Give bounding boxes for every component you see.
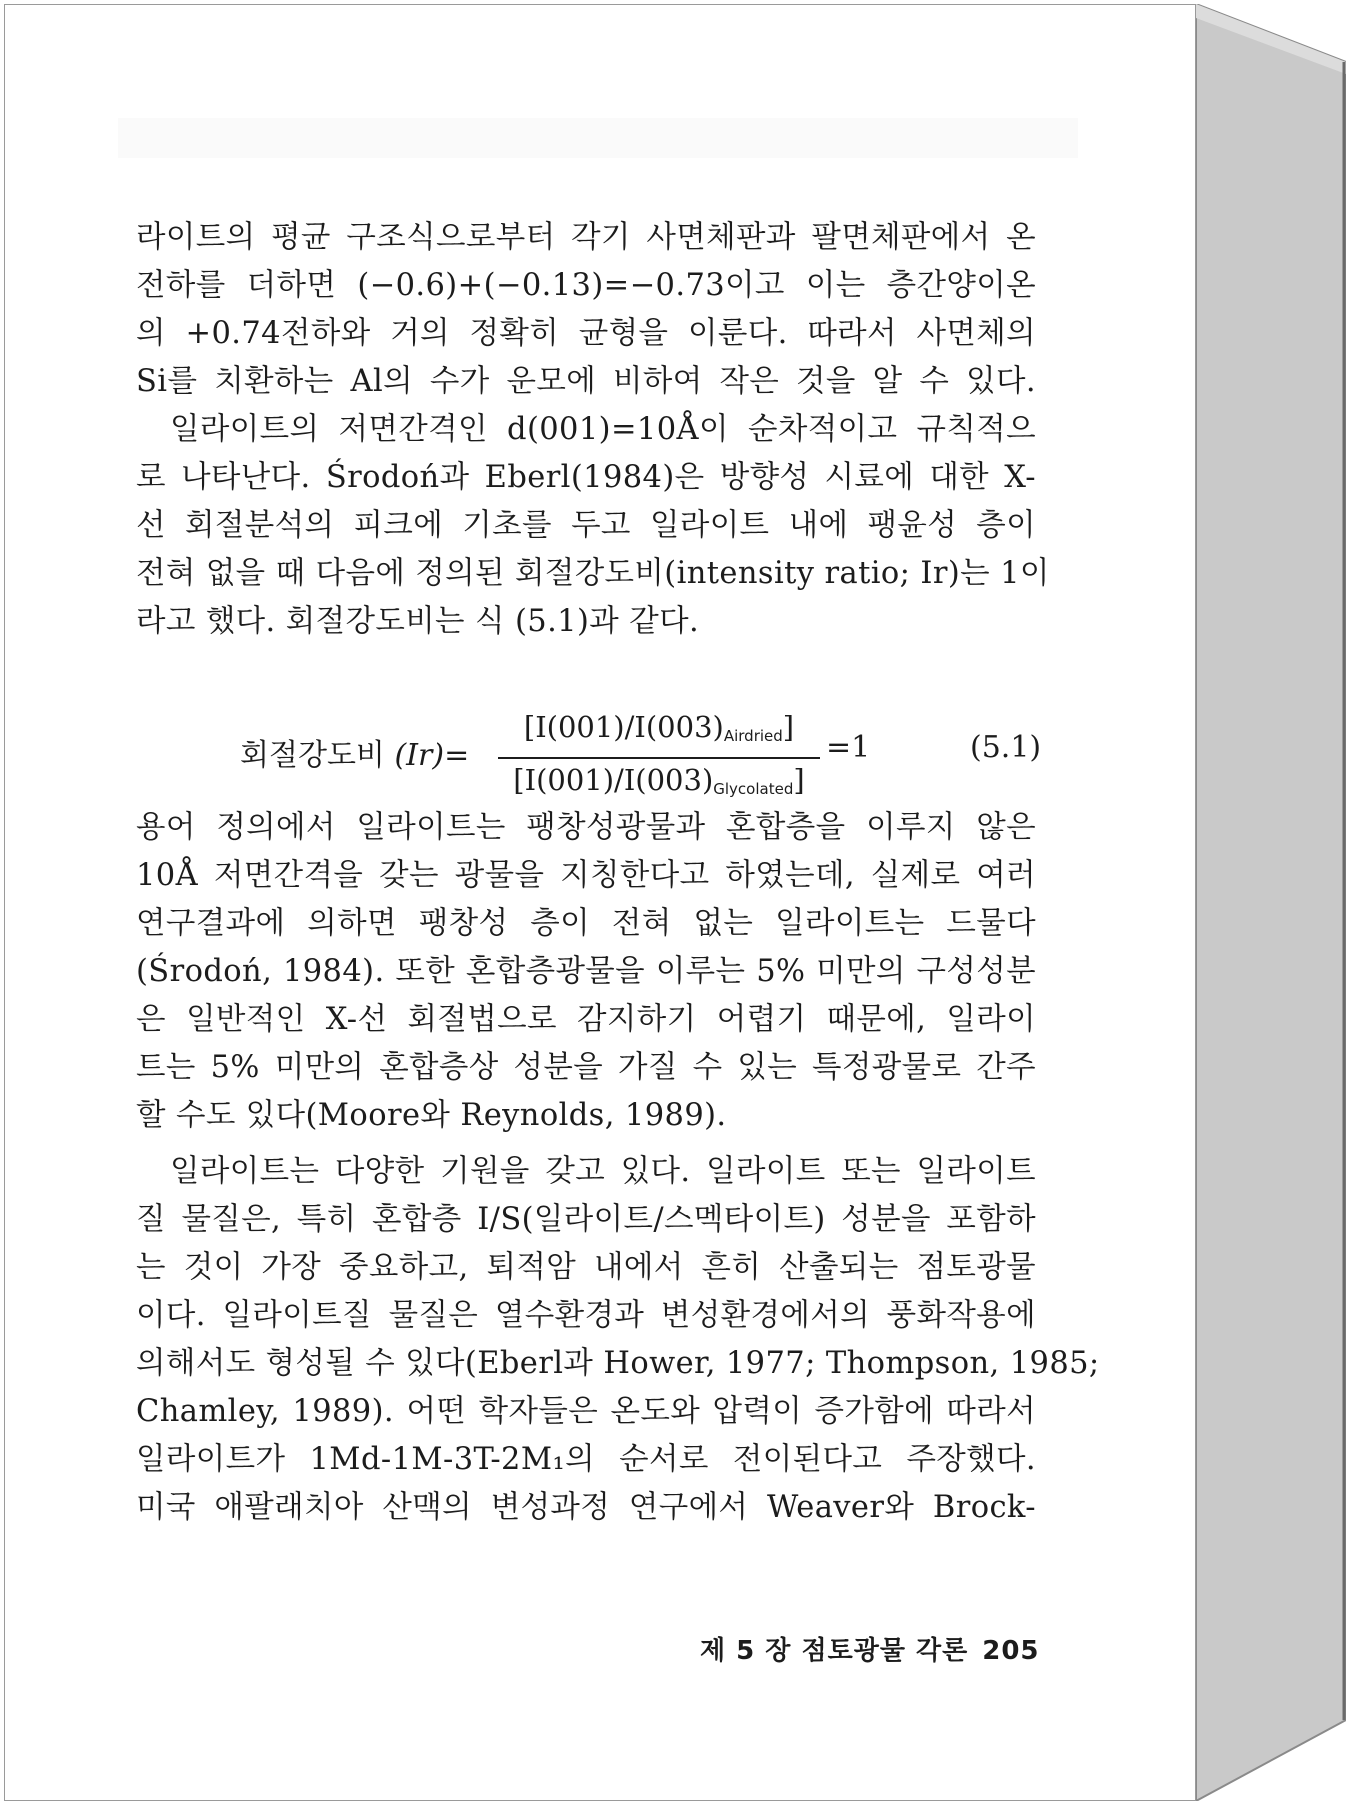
text-line-20: 이다. 일라이트질 물질은 열수환경과 변성환경에서의 풍화작용에 [136,1298,1036,1333]
text-line-3: 의 +0.74전하와 거의 정확히 균형을 이룬다. 따라서 사면체의 [136,316,1036,351]
text-line-7: 선 회절분석의 피크에 기초를 두고 일라이트 내에 팽윤성 층이 [136,508,1036,543]
text-line-6: 로 나타난다. Środoń과 Eberl(1984)은 방향성 시료에 대한 X- [136,460,1036,495]
text-line-15: 트는 5% 미만의 혼합층상 성분을 가질 수 있는 특정광물로 간주 [136,1050,1036,1085]
text-line-17: 일라이트는 다양한 기원을 갖고 있다. 일라이트 또는 일라이트 [170,1154,1036,1189]
text-line-13: (Środoń, 1984). 또한 혼합층광물을 이루는 5% 미만의 구성성분 [136,954,1036,989]
equation-label: 회절강도비 (Ir)= [240,738,470,773]
text-line-5: 일라이트의 저면간격인 d(001)=10Å이 순차적이고 규칙적으 [170,412,1036,447]
page-footer [700,1630,1040,1667]
text-line-1: 라이트의 평균 구조식으로부터 각기 사면체판과 팔면체판에서 온 [136,220,1036,255]
text-line-9: 라고 했다. 회절강도비는 식 (5.1)과 같다. [136,604,700,639]
text-line-18: 질 물질은, 특히 혼합층 I/S(일라이트/스멕타이트) 성분을 포함하 [136,1202,1036,1237]
text-line-2: 전하를 더하면 (−0.6)+(−0.13)=−0.73이고 이는 층간양이온 [136,268,1036,303]
equation-numerator: $[I(001)/I(003)_{Airdried}]$ [523,710,795,745]
book-edge-3d [1196,4,1346,1801]
page-number: 205 [982,1636,1040,1666]
equation-denominator: $[I(001)/I(003)_{Glycolated}]$ [513,763,805,798]
text-line-10: 용어 정의에서 일라이트는 팽창성광물과 혼합층을 이루지 않은 [136,810,1036,845]
text-line-21: 의해서도 형성될 수 있다(Eberl과 Hower, 1977; Thompson, 1985; [136,1346,1100,1381]
text-line-14: 은 일반적인 X-선 회절법으로 감지하기 어렵기 때문에, 일라이 [136,1002,1036,1037]
equation-rhs: =1 [826,730,871,765]
equation-5-1 [240,706,1040,796]
chapter-title: 제 5 장 점토광물 각론 [700,1636,969,1666]
text-line-22: Chamley, 1989). 어떤 학자들은 온도와 압력이 증가함에 따라서 [136,1394,1036,1429]
fraction-bar [498,757,820,759]
text-line-19: 는 것이 가장 중요하고, 퇴적암 내에서 흔히 산출되는 점토광물 [136,1250,1036,1285]
text-line-11: 10Å 저면간격을 갖는 광물을 지칭한다고 하였는데, 실제로 여러 [136,858,1036,893]
equation-number: (5.1) [970,730,1042,765]
text-line-4: Si를 치환하는 Al의 수가 운모에 비하여 작은 것을 알 수 있다. [136,364,1036,399]
text-line-8: 전혀 없을 때 다음에 정의된 회절강도비(intensity ratio; Ir)는 1이 [136,556,1050,591]
text-line-23: 일라이트가 1Md-1M-3T-2M₁의 순서로 전이된다고 주장했다. [136,1442,1036,1477]
equation-fraction [498,708,820,808]
text-line-16: 할 수도 있다(Moore와 Reynolds, 1989). [136,1098,727,1133]
scan-shading [118,118,1078,158]
text-line-12: 연구결과에 의하면 팽창성 층이 전혀 없는 일라이트는 드물다 [136,906,1036,941]
text-line-24: 미국 애팔래치아 산맥의 변성과정 연구에서 Weaver와 Brock- [136,1490,1036,1525]
